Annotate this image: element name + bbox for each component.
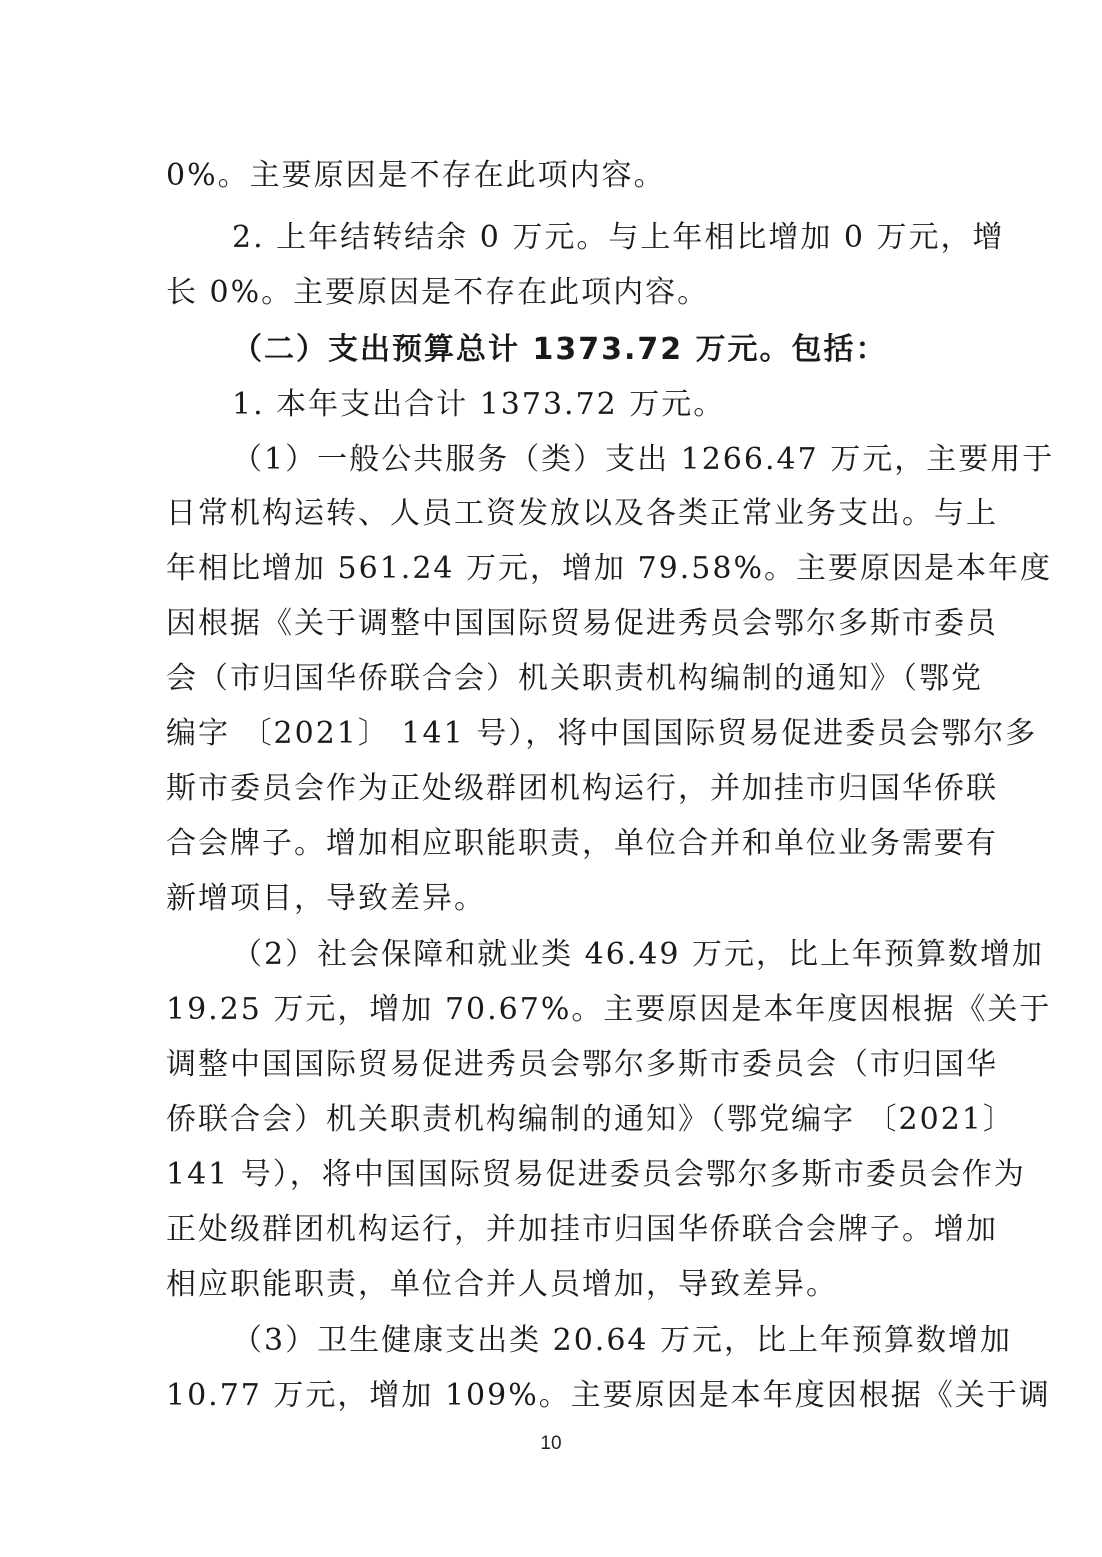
- paragraph-line: 正处级群团机构运行，并加挂市归国华侨联合会牌子。增加: [166, 1212, 998, 1247]
- paragraph-line: 侨联合会）机关职责机构编制的通知》（鄂党编字 〔2021〕: [166, 1102, 1015, 1137]
- paragraph-line: 会（市归国华侨联合会）机关职责机构编制的通知》（鄂党: [166, 661, 983, 696]
- paragraph-line: 合会牌子。增加相应职能职责，单位合并和单位业务需要有: [166, 826, 998, 861]
- paragraph-line: 相应职能职责，单位合并人员增加，导致差异。: [166, 1267, 838, 1302]
- paragraph-line: （2）社会保障和就业类 46.49 万元，比上年预算数增加: [232, 937, 1045, 972]
- paragraph-line: 0%。主要原因是不存在此项内容。: [166, 158, 666, 193]
- paragraph-line: 1. 本年支出合计 1373.72 万元。: [232, 387, 726, 422]
- paragraph-line: 长 0%。主要原因是不存在此项内容。: [166, 275, 710, 310]
- page-number: 10: [540, 1433, 562, 1454]
- paragraph-line: 新增项目，导致差异。: [166, 881, 486, 916]
- paragraph-line: 调整中国国际贸易促进秀员会鄂尔多斯市委员会（市归国华: [166, 1047, 998, 1082]
- paragraph-line: 10.77 万元，增加 109%。主要原因是本年度因根据《关于调: [166, 1378, 1051, 1413]
- paragraph-line: 日常机构运转、人员工资发放以及各类正常业务支出。与上: [166, 496, 998, 531]
- paragraph-line: 因根据《关于调整中国国际贸易促进秀员会鄂尔多斯市委员: [166, 606, 998, 641]
- paragraph-line: （1）一般公共服务（类）支出 1266.47 万元，主要用于: [232, 442, 1055, 477]
- section-heading: （二）支出预算总计 1373.72 万元。包括：: [232, 332, 888, 367]
- paragraph-line: 年相比增加 561.24 万元，增加 79.58%。主要原因是本年度: [166, 551, 1052, 586]
- paragraph-line: 19.25 万元，增加 70.67%。主要原因是本年度因根据《关于: [166, 992, 1052, 1027]
- paragraph-line: （3）卫生健康支出类 20.64 万元，比上年预算数增加: [232, 1323, 1013, 1358]
- paragraph-line: 编字 〔2021〕 141 号），将中国国际贸易促进委员会鄂尔多: [166, 716, 1038, 751]
- paragraph-line: 斯市委员会作为正处级群团机构运行，并加挂市归国华侨联: [166, 771, 998, 806]
- paragraph-line: 141 号），将中国国际贸易促进委员会鄂尔多斯市委员会作为: [166, 1157, 1026, 1192]
- paragraph-line: 2. 上年结转结余 0 万元。与上年相比增加 0 万元，增: [232, 220, 1005, 255]
